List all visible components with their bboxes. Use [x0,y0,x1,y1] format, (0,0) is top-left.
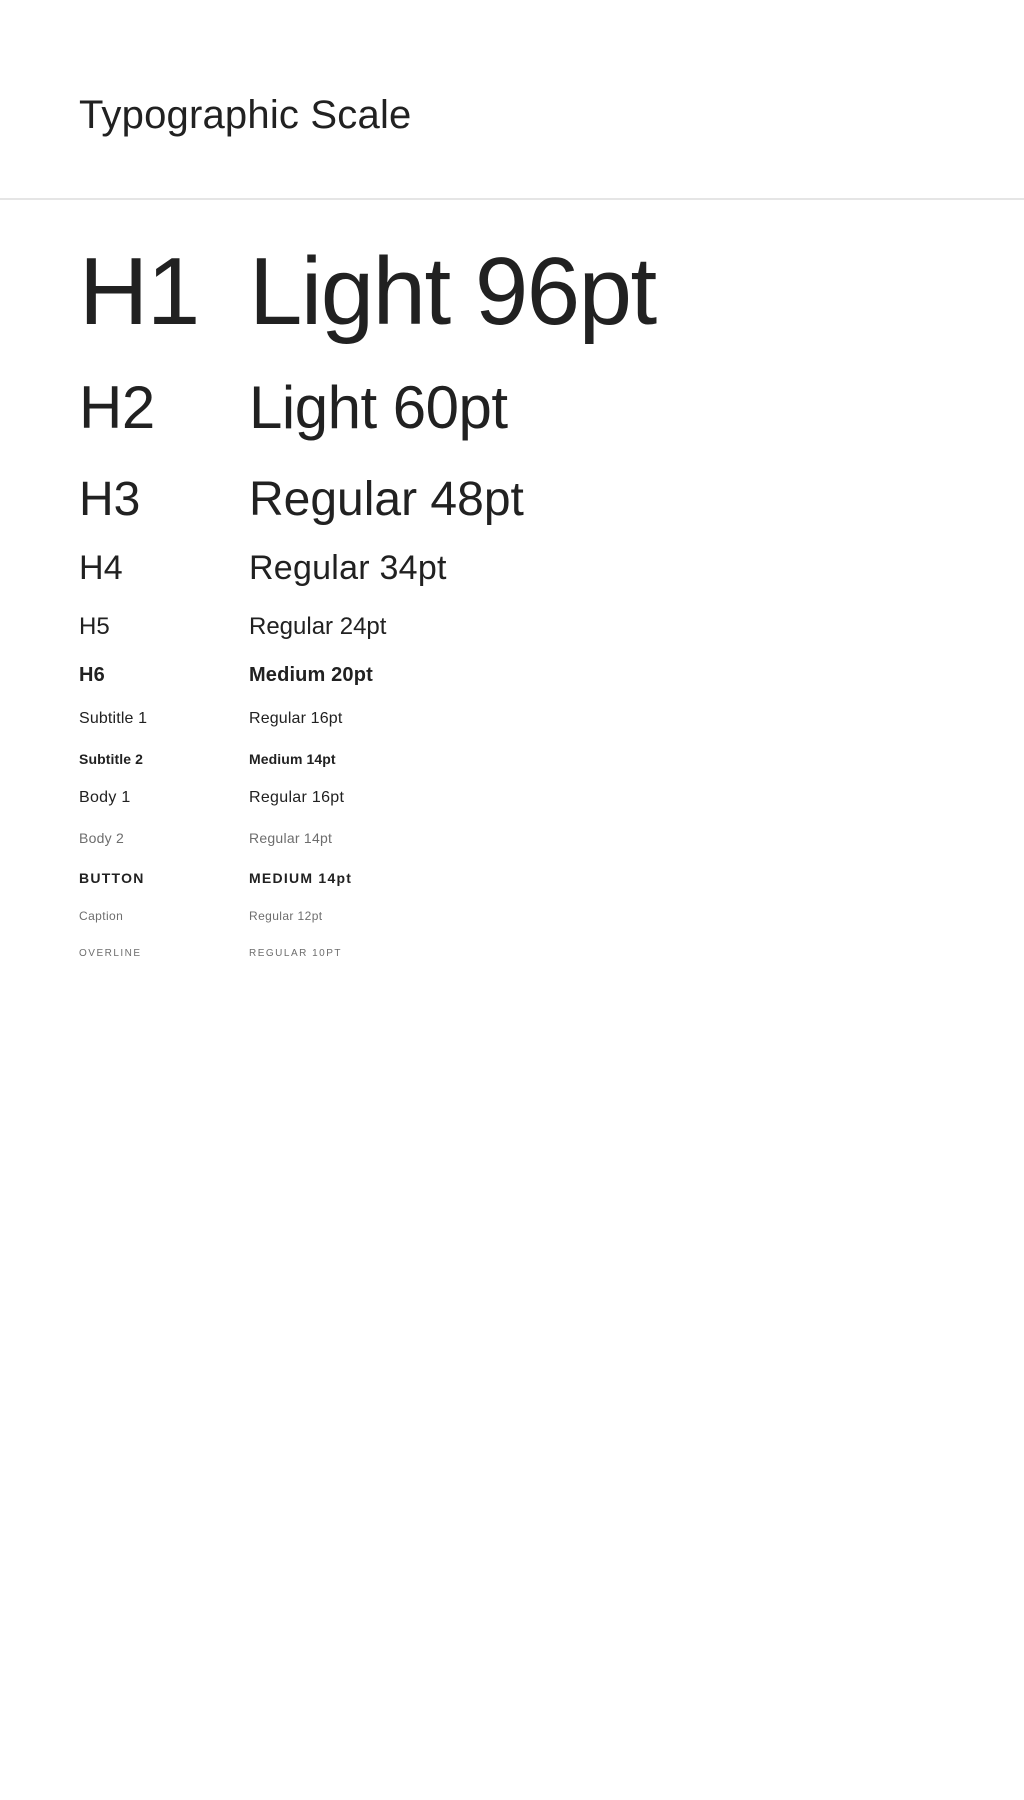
type-scale-row-h3 [79,473,984,526]
type-style-label: BUTTON [79,870,145,886]
type-scale-row-caption [79,910,984,922]
type-style-spec: Regular 12pt [249,909,323,923]
type-style-label: Caption [79,909,124,923]
type-scale-row-h2 [79,374,984,441]
type-style-spec: Regular 14pt [249,830,333,846]
type-style-label: H1 [79,238,199,345]
type-style-label: Body 1 [79,789,131,806]
type-scale-row-h6 [79,665,984,685]
type-style-spec: Light 60pt [249,374,508,441]
type-scale-list [0,238,1024,959]
type-style-spec: Regular 16pt [249,789,345,806]
type-scale-row-h4 [79,551,984,585]
type-scale-row-button [79,871,984,885]
type-scale-row-h1 [79,238,984,345]
type-scale-row-h5 [79,615,984,639]
type-style-label: H6 [79,664,105,686]
type-style-spec: Light 96pt [249,238,656,345]
type-scale-row-subtitle2 [79,752,984,766]
type-style-spec: Medium 14pt [249,751,336,767]
type-style-label: OVERLINE [79,948,142,959]
type-style-label: Subtitle 1 [79,710,148,727]
type-style-label: H2 [79,374,155,441]
type-scale-row-body2 [79,831,984,845]
type-style-spec: MEDIUM 14pt [249,870,353,886]
type-style-spec: Regular 34pt [249,549,447,587]
type-style-spec: Medium 20pt [249,664,373,686]
page-title: Typographic Scale [79,93,412,137]
type-style-label: H3 [79,473,141,526]
type-style-label: Subtitle 2 [79,751,144,767]
type-style-label: Body 2 [79,830,125,846]
type-scale-row-body1 [79,790,984,806]
type-scale-row-subtitle1 [79,711,984,727]
type-style-label: H5 [79,613,110,640]
type-style-spec: REGULAR 10PT [249,948,343,959]
type-style-spec: Regular 48pt [249,473,524,526]
type-style-spec: Regular 24pt [249,613,387,640]
type-scale-row-overline [79,949,984,959]
type-style-label: H4 [79,549,123,587]
header-divider [0,198,1024,200]
type-style-spec: Regular 16pt [249,710,343,727]
